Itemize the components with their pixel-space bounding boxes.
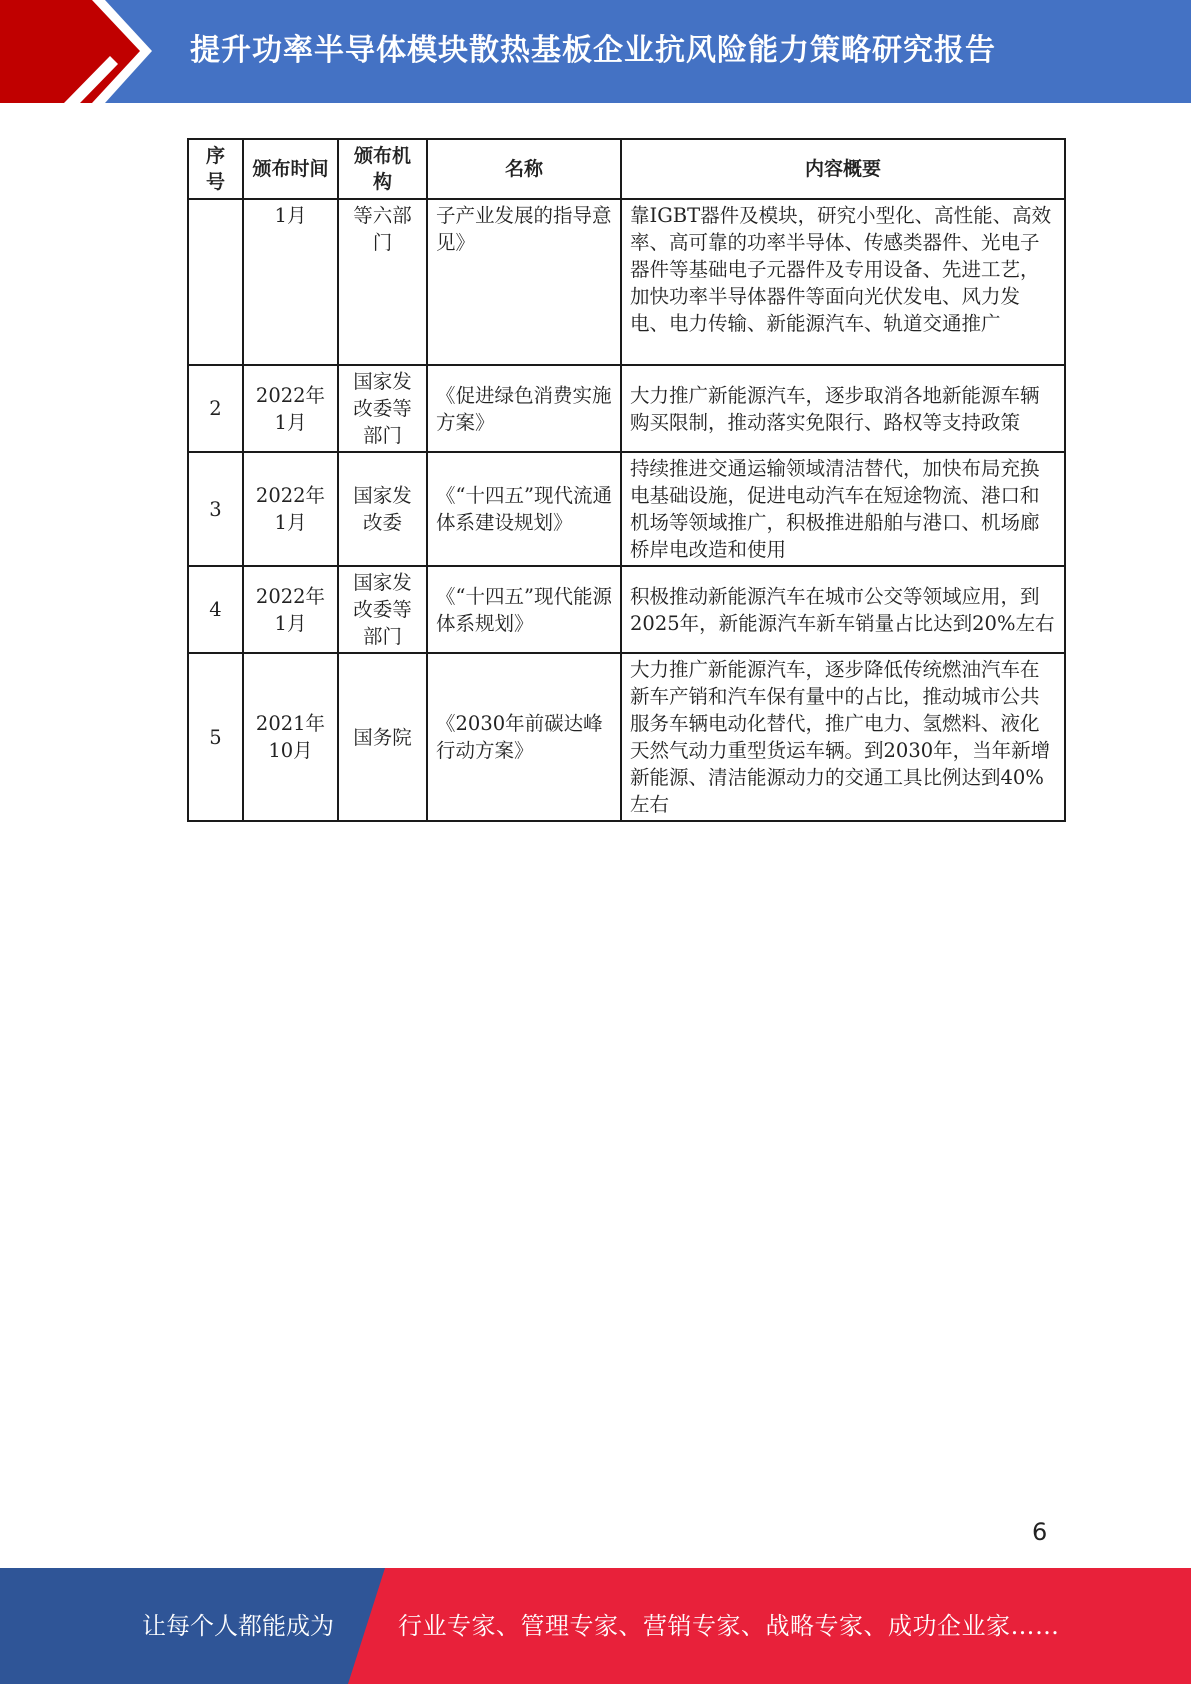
cell-time: 1月 [243,199,338,365]
cell-summary: 持续推进交通运输领域清洁替代，加快布局充换电基础设施，促进电动汽车在短途物流、港口和机场等领域推广，积极推进船舶与港口、机场廊桥岸电改造和使用 [621,452,1065,566]
cell-time: 2022年1月 [243,566,338,653]
cell-name: 《“十四五”现代流通体系建设规划》 [427,452,621,566]
cell-name: 《“十四五”现代能源体系规划》 [427,566,621,653]
cell-time: 2021年10月 [243,653,338,821]
table-row [188,199,1065,365]
header-agency: 颁布机构 [338,139,427,199]
footer-slogan-left: 让每个人都能成为 [142,1612,334,1640]
header-summary: 内容概要 [621,139,1065,199]
cell-summary: 大力推广新能源汽车，逐步降低传统燃油汽车在新车产销和汽车保有量中的占比，推动城市公共服务车辆电动化替代，推广电力、氢燃料、液化天然气动力重型货运车辆。到2030年，当年新增新能源、清洁能源动力的交通工具比例达到40%左右 [621,653,1065,821]
cell-summary: 大力推广新能源汽车，逐步取消各地新能源车辆购买限制，推动落实免限行、路权等支持政策 [621,365,1065,452]
page-footer [0,1568,1191,1684]
table-header-row [188,139,1065,199]
page-header [0,0,1191,111]
cell-name: 子产业发展的指导意见》 [427,199,621,365]
cell-no: 3 [188,452,243,566]
cell-time: 2022年1月 [243,365,338,452]
footer-slogan-right: 行业专家、管理专家、营销专家、战略专家、成功企业家…… [398,1612,1060,1640]
cell-agency: 国家发改委等部门 [338,365,427,452]
cell-no: 2 [188,365,243,452]
header-name: 名称 [427,139,621,199]
cell-agency: 国家发改委 [338,452,427,566]
cell-agency: 国务院 [338,653,427,821]
cell-agency: 等六部门 [338,199,427,365]
header-time: 颁布时间 [243,139,338,199]
report-title: 提升功率半导体模块散热基板企业抗风险能力策略研究报告 [190,33,996,68]
cell-name: 《2030年前碳达峰行动方案》 [427,653,621,821]
cell-no: 4 [188,566,243,653]
table-row [188,452,1065,566]
header-no: 序号 [188,139,243,199]
policy-table [187,138,1066,822]
table-row [188,653,1065,821]
cell-no: 5 [188,653,243,821]
cell-name: 《促进绿色消费实施方案》 [427,365,621,452]
cell-no [188,199,243,365]
table-row [188,365,1065,452]
cell-summary: 积极推动新能源汽车在城市公交等领域应用，到2025年，新能源汽车新车销量占比达到20%左右 [621,566,1065,653]
cell-time: 2022年1月 [243,452,338,566]
cell-agency: 国家发改委等部门 [338,566,427,653]
cell-summary: 靠IGBT器件及模块，研究小型化、高性能、高效率、高可靠的功率半导体、传感类器件、光电子器件等基础电子元器件及专用设备、先进工艺，加快功率半导体器件等面向光伏发电、风力发电、电力传输、新能源汽车、轨道交通推广 [621,199,1065,365]
page-number: 6 [1032,1518,1048,1546]
table-row [188,566,1065,653]
